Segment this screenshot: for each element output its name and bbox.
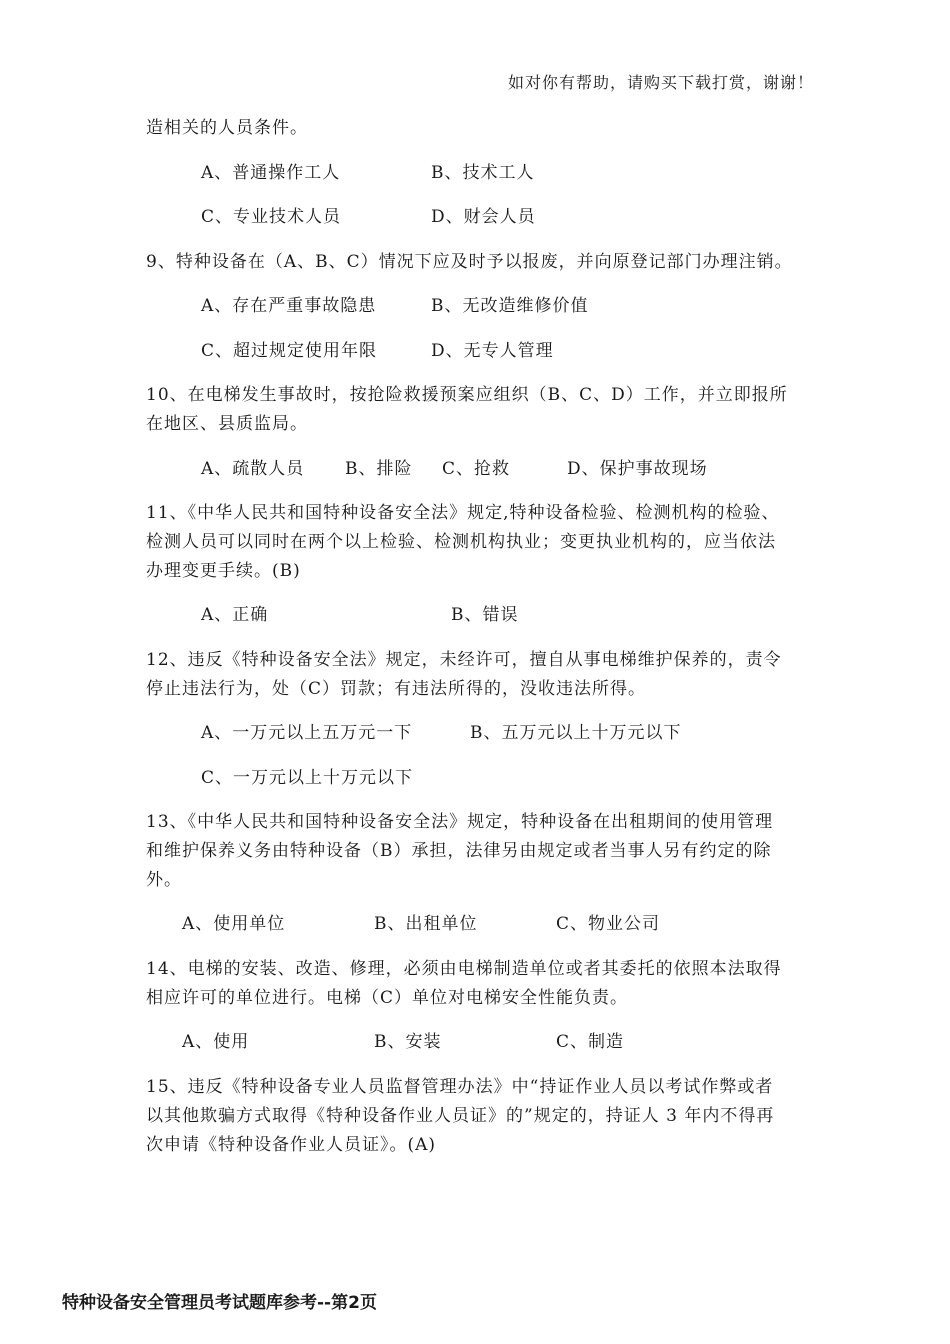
q10-option-b: B、排险 xyxy=(345,459,413,479)
q13-option-c: C、物业公司 xyxy=(556,914,661,934)
q8-option-b: B、技术工人 xyxy=(431,163,535,183)
q11-line-3: 办理变更手续。(B) xyxy=(146,561,301,581)
q9-option-a: A、存在严重事故隐患 xyxy=(201,296,377,316)
q13-option-a: A、使用单位 xyxy=(182,914,286,934)
q12-option-c: C、一万元以上十万元以下 xyxy=(201,768,414,788)
q9-option-c: C、超过规定使用年限 xyxy=(201,341,378,361)
page-footer: 特种设备安全管理员考试题库参考--第2页 xyxy=(62,1293,377,1313)
q9-text: 9、特种设备在（A、B、C）情况下应及时予以报废，并向原登记部门办理注销。 xyxy=(146,252,793,272)
q14-line-2: 相应许可的单位进行。电梯（C）单位对电梯安全性能负责。 xyxy=(146,988,629,1008)
q14-option-b: B、安装 xyxy=(374,1032,442,1052)
q8-option-d: D、财会人员 xyxy=(431,207,536,227)
q13-option-b: B、出租单位 xyxy=(374,914,478,934)
q13-line-3: 外。 xyxy=(146,870,182,890)
q10-line-1: 10、在电梯发生事故时，按抢险救援预案应组织（B、C、D）工作，并立即报所 xyxy=(146,385,788,405)
q14-line-1: 14、电梯的安装、改造、修理，必须由电梯制造单位或者其委托的依照本法取得 xyxy=(146,959,782,979)
q12-line-1: 12、违反《特种设备安全法》规定，未经许可，擅自从事电梯维护保养的，责令 xyxy=(146,650,782,670)
q10-line-2: 在地区、县质监局。 xyxy=(146,414,308,434)
q11-line-1: 11、《中华人民共和国特种设备安全法》规定,特种设备检验、检测机构的检验、 xyxy=(146,503,780,523)
q10-option-c: C、抢救 xyxy=(442,459,511,479)
q9-option-b: B、无改造维修价值 xyxy=(431,296,589,316)
q8-option-c: C、专业技术人员 xyxy=(201,207,342,227)
q10-option-d: D、保护事故现场 xyxy=(567,459,708,479)
q14-option-a: A、使用 xyxy=(182,1032,250,1052)
q11-option-a: A、正确 xyxy=(201,605,269,625)
q13-line-1: 13、《中华人民共和国特种设备安全法》规定，特种设备在出租期间的使用管理 xyxy=(146,812,774,832)
q15-line-1: 15、违反《特种设备专业人员监督管理办法》中“持证作业人员以考试作弊或者 xyxy=(146,1077,774,1097)
q11-line-2: 检测人员可以同时在两个以上检验、检测机构执业；变更执业机构的，应当依法 xyxy=(146,532,776,552)
q15-line-3: 次申请《特种设备作业人员证》。(A) xyxy=(146,1135,437,1155)
q12-option-a: A、一万元以上五万元一下 xyxy=(201,723,413,743)
q15-line-2: 以其他欺骗方式取得《特种设备作业人员证》的”规定的，持证人 3 年内不得再 xyxy=(146,1106,775,1126)
q11-option-b: B、错误 xyxy=(451,605,519,625)
header-note: 如对你有帮助，请购买下载打赏，谢谢！ xyxy=(508,73,815,92)
q10-option-a: A、疏散人员 xyxy=(201,459,305,479)
q8-tail-line: 造相关的人员条件。 xyxy=(146,118,308,138)
q8-option-a: A、普通操作工人 xyxy=(201,163,341,183)
q14-option-c: C、制造 xyxy=(556,1032,625,1052)
q13-line-2: 和维护保养义务由特种设备（B）承担，法律另由规定或者当事人另有约定的除 xyxy=(146,841,772,861)
q12-line-2: 停止违法行为，处（C）罚款；有违法所得的，没收违法所得。 xyxy=(146,679,647,699)
q9-option-d: D、无专人管理 xyxy=(431,341,554,361)
q12-option-b: B、五万元以上十万元以下 xyxy=(470,723,682,743)
